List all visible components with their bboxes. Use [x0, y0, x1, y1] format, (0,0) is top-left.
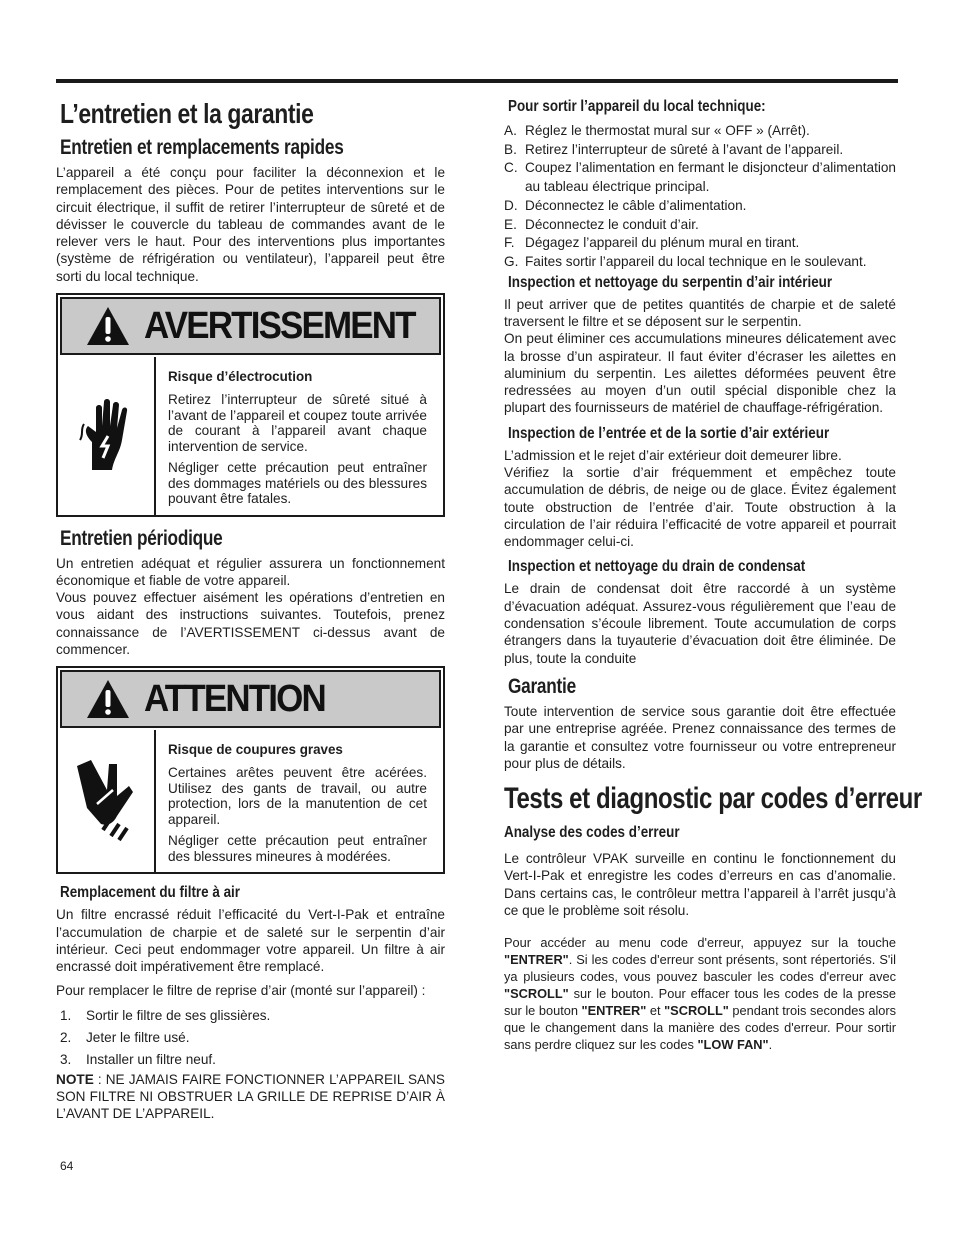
warning-label: AVERTISSEMENT	[144, 304, 415, 347]
codes-subheading: Analyse des codes d’erreur	[504, 824, 680, 842]
attention-risk: Risque de coupures graves	[168, 742, 343, 758]
filter-text-2: Pour remplacer le filtre de reprise d’air (monté sur l’appareil) :	[56, 982, 426, 998]
outdoor-text-2: Vérifiez la sortie d’air fréquemment et empêchez toute accumulation de débris, de neige ou de glace. Évitez également toute obstruction de l’entrée d’air. Toute obstruction à la circulation de l’air réduira l’efficacité de votre appareil et pourrait endommager celui-ci.	[504, 465, 896, 550]
attention-text-1: Certaines arêtes peuvent être acérées. Utilisez des gants de travail, ou autre protection, lors de la manutention de cet appareil.	[168, 765, 427, 827]
attention-text-2: Négliger cette précaution peut entraîner des blessures mineures à modérées.	[168, 833, 427, 864]
warning-box	[56, 293, 445, 517]
coil-heading: Inspection et nettoyage du serpentin d’air intérieur	[508, 273, 833, 291]
removal-heading: Pour sortir l’appareil du local technique:	[508, 98, 766, 115]
filter-heading: Remplacement du filtre à air	[60, 884, 241, 902]
warning-risk: Risque d’électrocution	[168, 369, 313, 385]
filter-steps	[56, 1005, 445, 1071]
warning-triangle-icon	[86, 306, 130, 346]
list-item: G. Faites sortir l’appareil du local technique en le soulevant.	[504, 253, 867, 269]
quick-heading: Entretien et remplacements rapides	[60, 136, 344, 159]
right-column	[504, 96, 922, 1054]
list-item: B. Retirez l’interrupteur de sûreté à l’avant de l’appareil.	[504, 141, 844, 157]
warning-text-2: Négliger cette précaution peut entraîner des dommages matériels ou des blessures pouvant être fatales.	[168, 460, 427, 507]
list-item: 3. Installer un filtre neuf.	[60, 1051, 216, 1067]
list-item: 2. Jeter le filtre usé.	[60, 1029, 190, 1045]
warning-banner	[60, 297, 441, 355]
filter-note: NOTE : NE JAMAIS FAIRE FONCTIONNER L’APPAREIL SANS SON FILTRE NI OBSTRUER LA GRILLE DE REPRISE D’AIR À L’AVANT DE L’APPAREIL.	[56, 1071, 445, 1122]
coil-text-1: Il peut arriver que de petites quantités de charpie et de saleté traversent le filtre et se déposent sur le serpentin.	[504, 296, 896, 329]
list-item: A. Réglez le thermostat mural sur « OFF » (Arrêt).	[504, 123, 810, 138]
periodic-heading: Entretien périodique	[60, 526, 223, 550]
codes-text-2: Pour accéder au menu code d'erreur, appuyez sur la touche "ENTRER". Si les codes d'erreur sont présents, sont répertoriés. S'il ya plusieurs codes, vous pouvez basculer les codes d'erreur avec "SCROLL" sur le bouton. Pour effacer tous les codes de la presse sur le bouton "ENTRER" et "SCROLL" pendant trois secondes alors que le changement dans la manière des codes d'erreur. Pour sortir sans perdre cliquez sur les codes "LOW FAN".	[504, 935, 897, 1052]
quick-text: L’appareil a été conçu pour faciliter la déconnexion et le remplacement des pièces. Pour de petites interventions sur le circuit électrique, il suffit de retirer l’interrupteur de sûreté et de dévisser le couvercle du tableau de commandes avant de le relever vers le haut. Pour des interventions plus importantes (système de réfrigération ou ventilateur), l’appareil peut être sorti du local technique.	[56, 165, 445, 284]
codes-title: Tests et diagnostic par codes d’erreur	[504, 782, 922, 816]
section-title: L’entretien et la garantie	[60, 98, 314, 129]
attention-triangle-icon	[86, 679, 130, 719]
page-number: 64	[60, 1159, 74, 1173]
attention-banner	[60, 670, 441, 728]
attention-box	[56, 666, 445, 874]
coil-text-2: On peut éliminer ces accumulations mineures délicatement avec la brosse d’un aspirateur. Il faut éviter d’écraser les ailettes en aluminium du serpentin. Les ailettes déformées peuvent être redressées au moyen d’un outil spécial disponible chez la plupart des fournisseurs de matériel de chauffage-réfrigération.	[504, 331, 896, 416]
list-item: 1. Sortir le filtre de ses glissières.	[60, 1007, 271, 1023]
cut-hand-icon	[58, 730, 156, 872]
list-item: D. Déconnectez le câble d’alimentation.	[504, 197, 747, 213]
outdoor-text-1: L’admission et le rejet d’air extérieur doit demeurer libre.	[504, 447, 842, 463]
top-rule	[56, 79, 898, 83]
attention-label: ATTENTION	[144, 677, 325, 720]
warranty-heading: Garantie	[508, 674, 576, 698]
codes-text-1: Le contrôleur VPAK surveille en continu le fonctionnement du Vert-I-Pak et enregistre les codes d’erreurs en cas d’anomalie. Dans certains cas, le contrôleur mettra l’appareil à l’arrêt jusqu’à ce que le problème soit résolu.	[504, 851, 896, 919]
removal-steps	[504, 122, 896, 272]
warning-text-1: Retirez l’interrupteur de sûreté situé à l’avant de l’appareil et coupez toute arrivée de courant à l’appareil avant chaque intervention de service.	[168, 392, 427, 454]
list-item: C. Coupez l’alimentation en fermant le disjoncteur d’alimentation au tableau électrique principal.	[504, 160, 896, 195]
periodic-text-2: Vous pouvez effectuer aisément les opérations d’entretien en vous aidant des instructions suivantes. Toutefois, prenez connaissance de l’AVERTISSEMENT ci-dessus avant de commencer.	[56, 590, 445, 658]
electrocution-hand-icon	[58, 357, 156, 515]
drain-heading: Inspection et nettoyage du drain de condensat	[508, 558, 806, 576]
filter-text-1: Un filtre encrassé réduit l’efficacité du Vert-I-Pak et entraîne l’accumulation de charpie et de saleté sur le serpentin d’air intérieur. Ceci peut endommager votre appareil. Un filtre à air encrassé doit impérativement être remplacé.	[56, 907, 445, 975]
list-item: F. Dégagez l’appareil du plénum mural en tirant.	[504, 235, 800, 251]
periodic-text-1: Un entretien adéquat et régulier assurera un fonctionnement économique et fiable de votre appareil.	[56, 555, 445, 588]
list-item: E. Déconnectez le conduit d’air.	[504, 216, 699, 232]
warranty-text: Toute intervention de service sous garantie doit être effectuée par une entreprise agréée. Prenez connaissance des termes de la garantie et consultez votre fournisseur ou votre entrepreneur pour plus de détails.	[504, 703, 896, 771]
outdoor-heading: Inspection de l’entrée et de la sortie d’air extérieur	[508, 424, 830, 442]
left-column	[56, 96, 445, 1123]
drain-text: Le drain de condensat doit être raccordé à un système d’évacuation adéquat. Assurez-vous régulièrement que l’eau de condensation s’écoule librement. Toute accumulation de corps étrangers dans la tuyauterie d’évacuation doit être éliminée. De plus, toute la conduite	[504, 581, 896, 666]
